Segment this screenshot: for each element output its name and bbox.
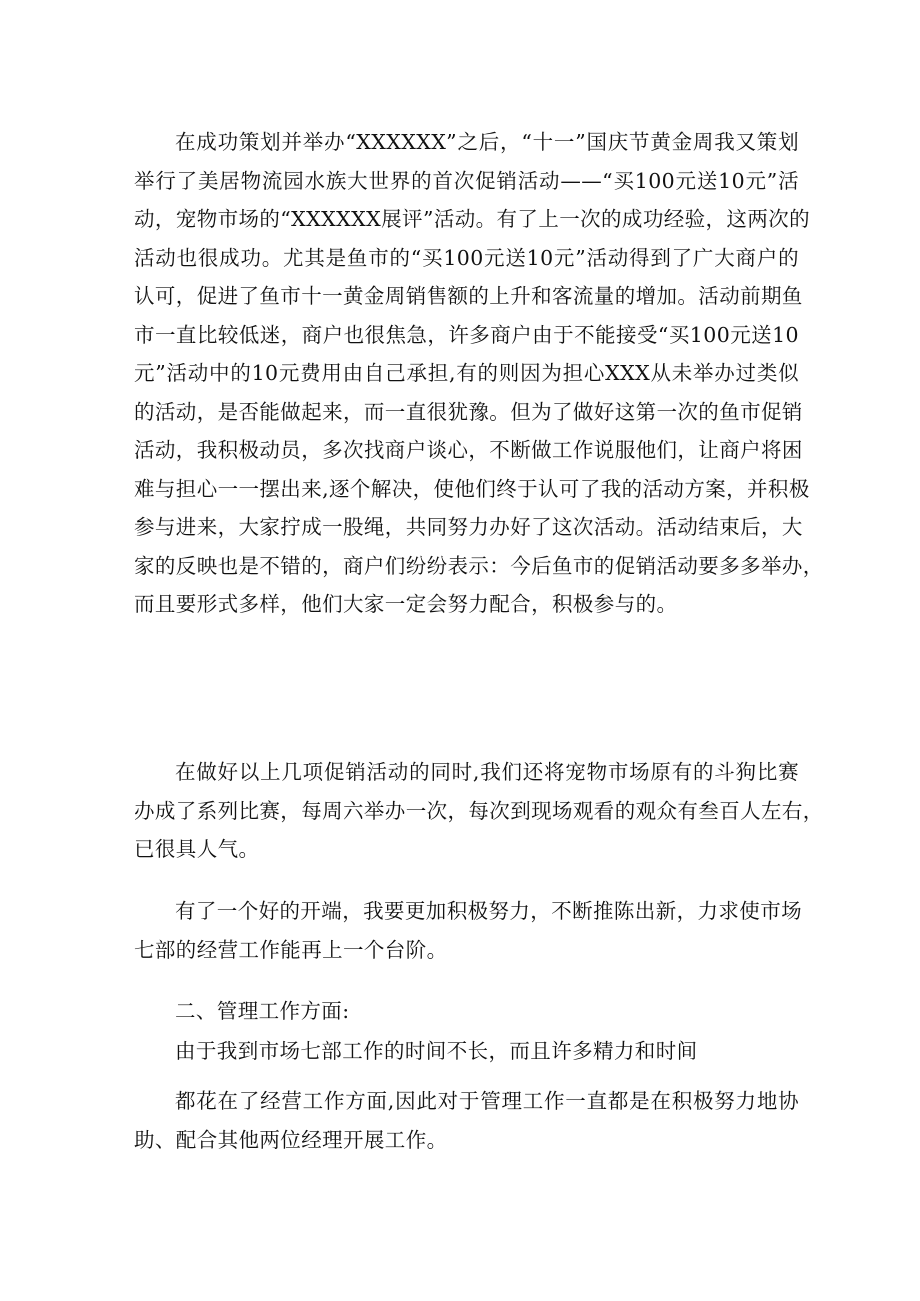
text-line: 七部的经营工作能再上一个台阶。 xyxy=(134,937,448,962)
text-line: 由于我到市场七部工作的时间不长，而且许多精力和时间 xyxy=(175,1039,698,1063)
text-line: 有了一个好的开端，我要更加积极努力，不断推陈出新，力求使市场 xyxy=(175,899,802,923)
text-line: 市一直比较低迷，商户也很焦急，许多商户由于不能接受“买100元送10 xyxy=(134,322,799,347)
paragraph-dog-competition xyxy=(134,753,824,869)
text-line: 认可，促进了鱼市十一黄金周销售额的上升和客流量的增加。活动前期鱼 xyxy=(134,284,803,308)
section-heading: 二、管理工作方面: xyxy=(175,999,350,1023)
paragraph-management-intro xyxy=(134,1036,799,1066)
paragraph-management-work xyxy=(134,1082,799,1159)
paragraph-promotion-activities xyxy=(134,123,824,624)
text-line: 助、配合其他两位经理开展工作。 xyxy=(134,1127,448,1152)
paragraph-good-start xyxy=(134,892,802,969)
text-line: 活动，我积极动员，多次找商户谈心，不断做工作说服他们，让商户将困 xyxy=(134,438,803,462)
text-line: 在做好以上几项促销活动的同时,我们还将宠物市场原有的斗狗比赛 xyxy=(175,760,799,784)
text-line: 而且要形式多样，他们大家一定会努力配合，积极参与的。 xyxy=(134,592,678,616)
text-line: 已很具人气。 xyxy=(134,837,260,861)
text-line: 举行了美居物流园水族大世界的首次促销活动——“买100元送10元”活 xyxy=(134,168,799,193)
text-line: 的活动，是否能做起来，而一直很犹豫。但为了做好这第一次的鱼市促销 xyxy=(134,399,803,424)
text-line: 参与进来，大家拧成一股绳，共同努力办好了这次活动。活动结束后，大 xyxy=(134,515,803,539)
text-line: 活动也很成功。尤其是鱼市的“买100元送10元”活动得到了广大商户的 xyxy=(134,245,799,270)
text-line: 元”活动中的10元费用由自己承担,有的则因为担心XXX从未举办过类似 xyxy=(134,361,799,385)
section-heading-management xyxy=(134,996,799,1026)
text-line: 在成功策划并举办“XXXXXX”之后，“十一”国庆节黄金周我又策划 xyxy=(175,130,799,154)
text-line: 家的反映也是不错的，商户们纷纷表示：今后鱼市的促销活动要多多举办， xyxy=(134,553,824,578)
text-line: 都花在了经营工作方面,因此对于管理工作一直都是在积极努力地协 xyxy=(175,1089,799,1113)
text-line: 难与担心一一摆出来,逐个解决，使他们终于认可了我的活动方案，并积极 xyxy=(134,476,810,501)
text-line: 动，宠物市场的“XXXXXX展评”活动。有了上一次的成功经验，这两次的 xyxy=(134,207,811,231)
text-line: 办成了系列比赛，每周六举办一次，每次到现场观看的观众有叁百人左右， xyxy=(134,798,824,823)
